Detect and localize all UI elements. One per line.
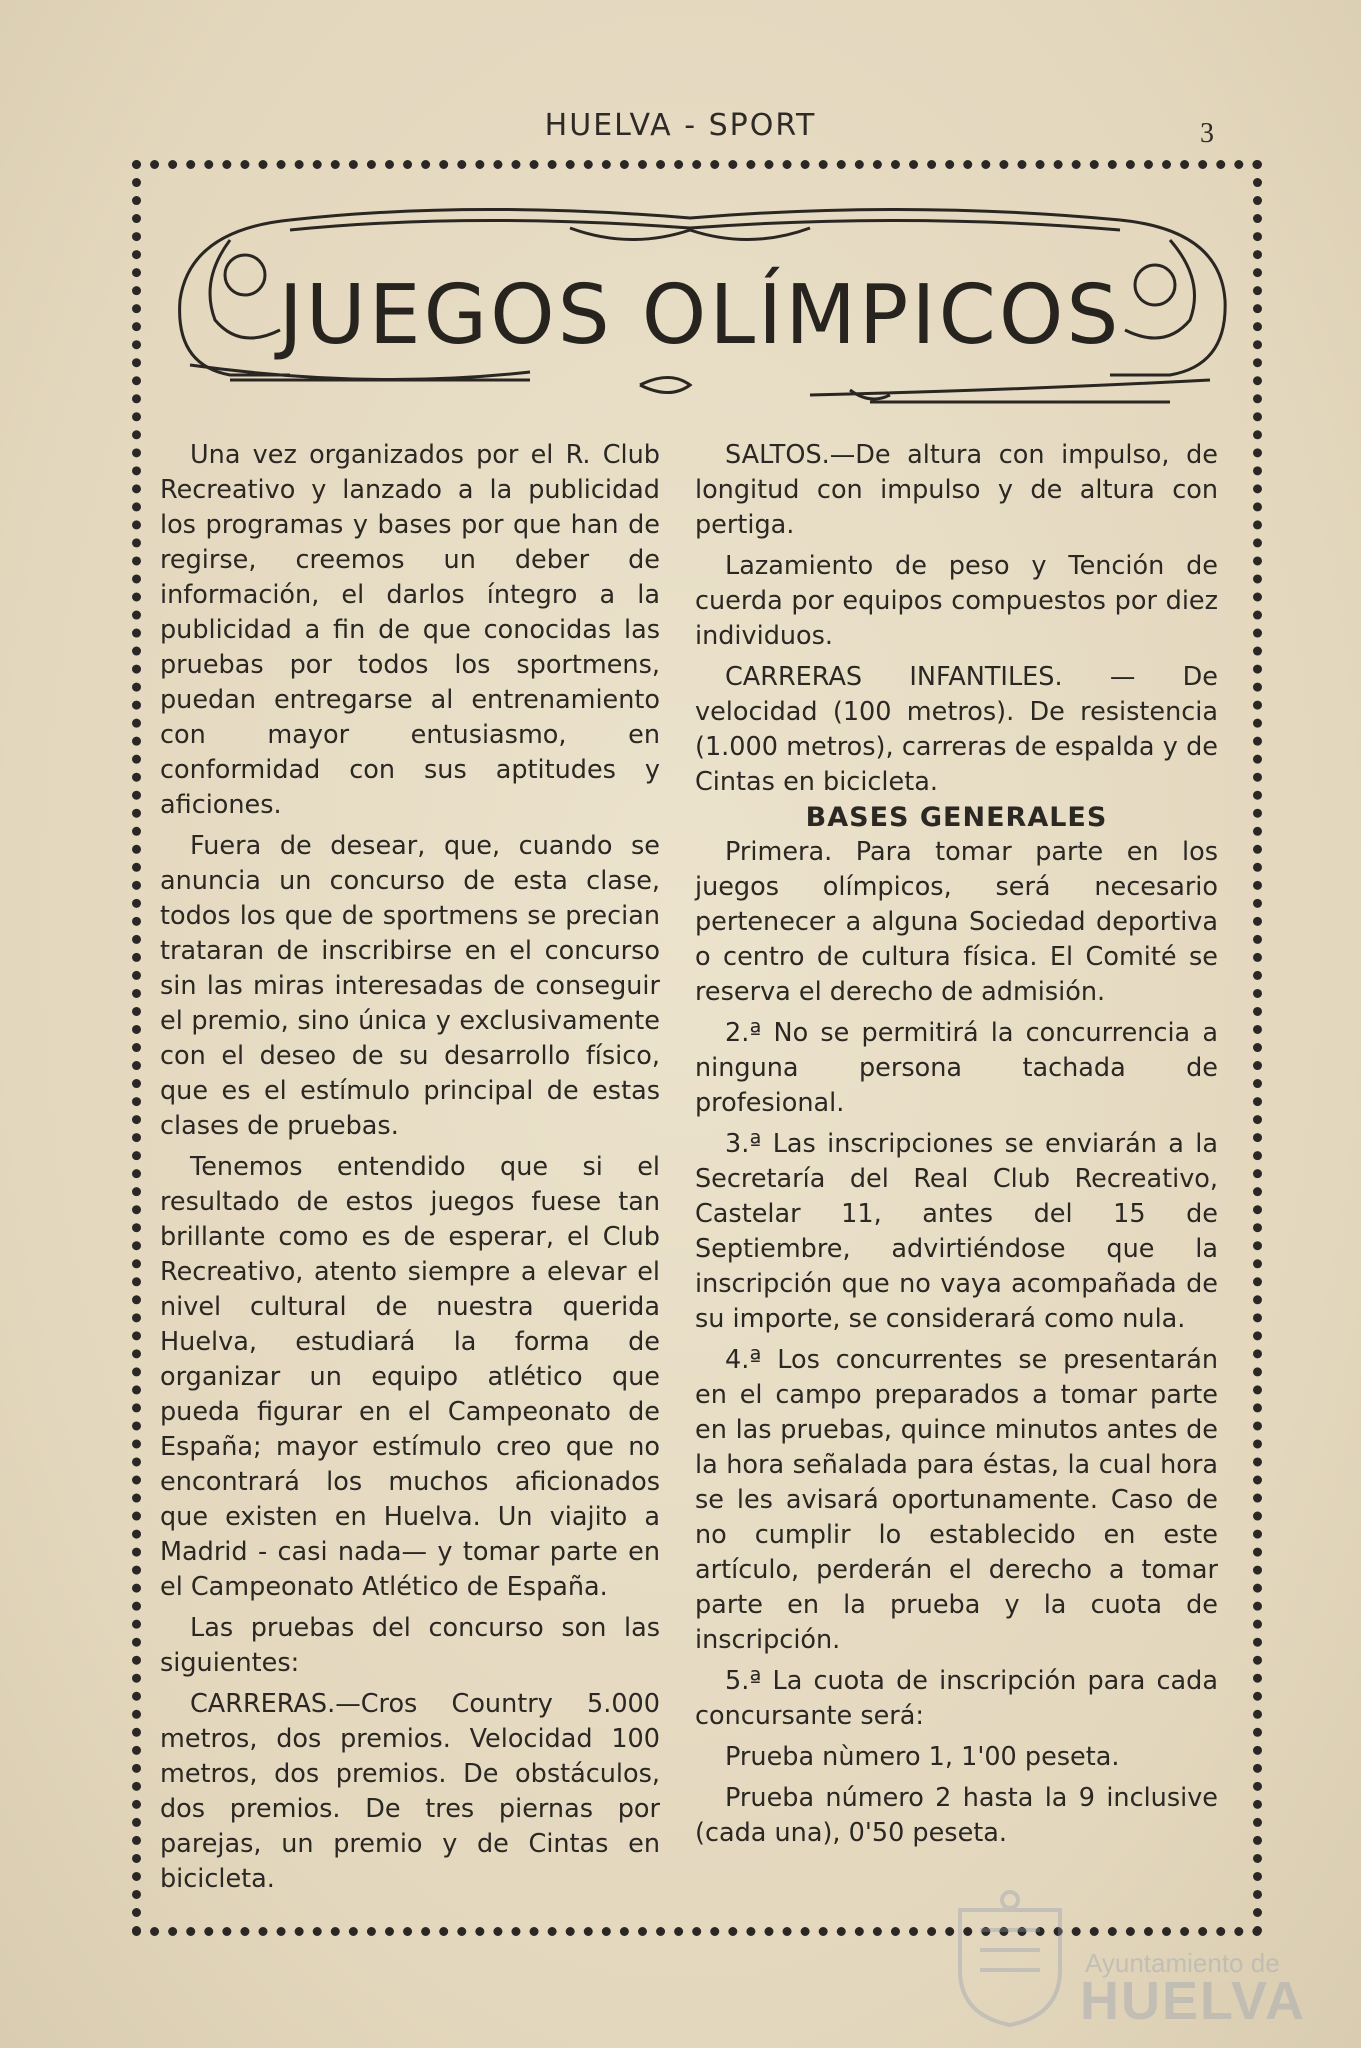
watermark xyxy=(940,1870,1306,2031)
right-column xyxy=(695,438,1218,1851)
paragraph: SALTOS.—De altura con impulso, de longitud con impulso y de altura con pertiga. xyxy=(695,440,1218,540)
paragraph: 4.ª Los concurrentes se presentarán en el campo preparados a tomar parte en las pruebas, quince minutos antes de la hora señalada para éstas, la cual hora se les avisará oportunamente. Caso de no cumplir lo establecido en este artículo, perderán el derecho a tomar parte en la prueba y la cuota de inscripción. xyxy=(695,1345,1218,1655)
left-column xyxy=(160,438,660,1897)
paragraph: Las pruebas del concurso son las siguientes: xyxy=(160,1613,660,1678)
page-number: 3 xyxy=(1200,118,1214,149)
paragraph: 5.ª La cuota de inscripción para cada concursante será: xyxy=(695,1666,1218,1731)
watermark-line-2: HUELVA xyxy=(1080,1971,1306,2031)
paragraph: CARRERAS.—Cros Country 5.000 metros, dos premios. Velocidad 100 metros, dos premios. De obstáculos, dos premios. De tres piernas por parejas, un premio y de Cintas en bicicleta. xyxy=(160,1689,660,1894)
paragraph: CARRERAS INFANTILES. — De velocidad (100 metros). De resistencia (1.000 metros), carreras de espalda y de Cintas en bicicleta. xyxy=(695,662,1218,797)
title-banner xyxy=(170,190,1230,420)
paragraph: 2.ª No se permitirá la concurrencia a ninguna persona tachada de profesional. xyxy=(695,1018,1218,1118)
paragraph: Primera. Para tomar parte en los juegos olímpicos, será necesario pertenecer a alguna Sociedad deportiva o centro de cultura física. El Comité se reserva el derecho de admisión. xyxy=(695,837,1218,1007)
article-title: JUEGOS OLÍMPICOS xyxy=(278,268,1122,363)
section-heading: BASES GENERALES xyxy=(805,802,1108,833)
city-seal-icon xyxy=(950,1890,1070,2030)
paragraph: Prueba nùmero 1, 1'00 peseta. xyxy=(725,1742,1120,1772)
paragraph: Una vez organizados por el R. Club Recreativo y lanzado a la publicidad los programas y bases por que han de regirse, creemos un deber de información, el darlos íntegro a la publicidad a fin de que conocidas las pruebas por todos los sportmens, puedan entregarse al entrenamiento con mayor entusiasmo, en conformidad con sus aptitudes y aficiones. xyxy=(160,440,660,820)
running-head: HUELVA - SPORT xyxy=(544,108,817,143)
paragraph: Fuera de desear, que, cuando se anuncia un concurso de esta clase, todos los que de sportmens se precian trataran de inscribirse en el concurso sin las miras interesadas de conseguir el premio, sino única y exclusivamente con el deseo de su desarrollo físico, que es el estímulo principal de estas clases de pruebas. xyxy=(160,831,660,1141)
paragraph: Lazamiento de peso y Tención de cuerda por equipos compuestos por diez individuos. xyxy=(695,551,1218,651)
paragraph: Tenemos entendido que si el resultado de estos juegos fuese tan brillante como es de esperar, el Club Recreativo, atento siempre a elevar el nivel cultural de nuestra querida Huelva, estudiará la forma de organizar un equipo atlético que pueda figurar en el Campeonato de España; mayor estímulo creo que no encontrará los muchos aficionados que existen en Huelva. Un viajito a Madrid - casi nada— y tomar parte en el Campeonato Atlético de España. xyxy=(160,1152,660,1602)
watermark-line-1: Ayuntamiento de xyxy=(1085,1948,1280,1978)
paragraph: 3.ª Las inscripciones se enviarán a la Secretaría del Real Club Recreativo, Castelar 11, antes del 15 de Septiembre, advirtiéndose que la inscripción que no vaya acompañada de su importe, se considerará como nula. xyxy=(695,1129,1218,1334)
paragraph: Prueba número 2 hasta la 9 inclusive (cada una), 0'50 peseta. xyxy=(695,1783,1218,1848)
